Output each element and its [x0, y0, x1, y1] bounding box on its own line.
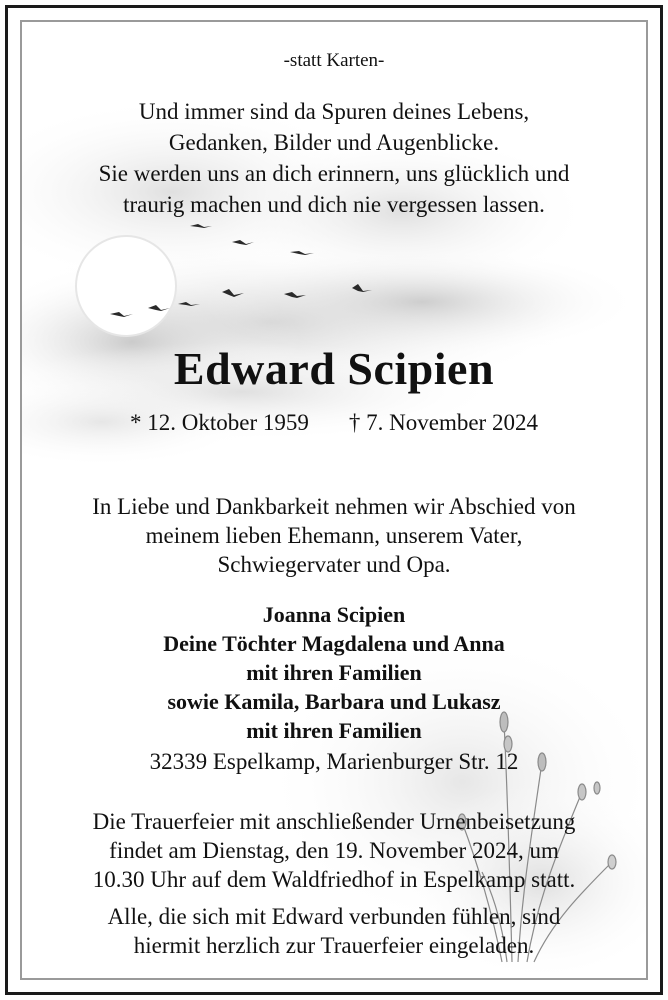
mourner-line: Joanna Scipien: [262, 602, 406, 627]
address: 32339 Espelkamp, Marienburger Str. 12: [149, 749, 519, 774]
poem-line: Sie werden uns an dich erinnern, uns glücklich und: [98, 161, 570, 186]
sun-icon: [76, 236, 176, 336]
ceremony-line: Die Trauerfeier mit anschließender Urnenbeisetzung: [92, 809, 576, 834]
ceremony-line: findet am Dienstag, den 19. November 2024, um: [109, 838, 559, 863]
notice-outer-frame: [5, 5, 663, 995]
death-date: † 7. November 2024: [348, 410, 538, 435]
invitation-line: hiermit herzlich zur Trauerfeier eingeladen.: [133, 933, 535, 958]
farewell-line: Schwiegervater und Opa.: [217, 552, 451, 577]
mourner-line: mit ihren Familien: [246, 718, 422, 743]
life-dates: [22, 410, 646, 436]
farewell-line: meinem lieben Ehemann, unserem Vater,: [145, 523, 523, 548]
farewell-line: In Liebe und Dankbarkeit nehmen wir Abschied von: [92, 494, 576, 519]
poem: [22, 96, 646, 220]
poem-line: Gedanken, Bilder und Augenblicke.: [168, 130, 500, 155]
mourner-line: mit ihren Familien: [246, 660, 422, 685]
mourner-line: Deine Töchter Magdalena und Anna: [163, 631, 505, 656]
birth-date: * 12. Oktober 1959: [130, 410, 309, 435]
deceased-name: Edward Scipien: [173, 343, 495, 394]
mourners-list: [22, 600, 646, 745]
farewell-text: [22, 492, 646, 579]
invitation: [22, 902, 646, 960]
poem-line: Und immer sind da Spuren deines Lebens,: [138, 99, 530, 124]
invitation-line: Alle, die sich mit Edward verbunden fühlen, sind: [107, 904, 561, 929]
ceremony-info: [22, 807, 646, 894]
notice-inner-frame: [20, 20, 648, 980]
poem-line: traurig machen und dich nie vergessen lassen.: [123, 192, 545, 217]
mourner-line: sowie Kamila, Barbara und Lukasz: [167, 689, 501, 714]
ceremony-line: 10.30 Uhr auf dem Waldfriedhof in Espelkamp statt.: [92, 867, 576, 892]
statt-karten-note: -statt Karten-: [283, 50, 385, 71]
